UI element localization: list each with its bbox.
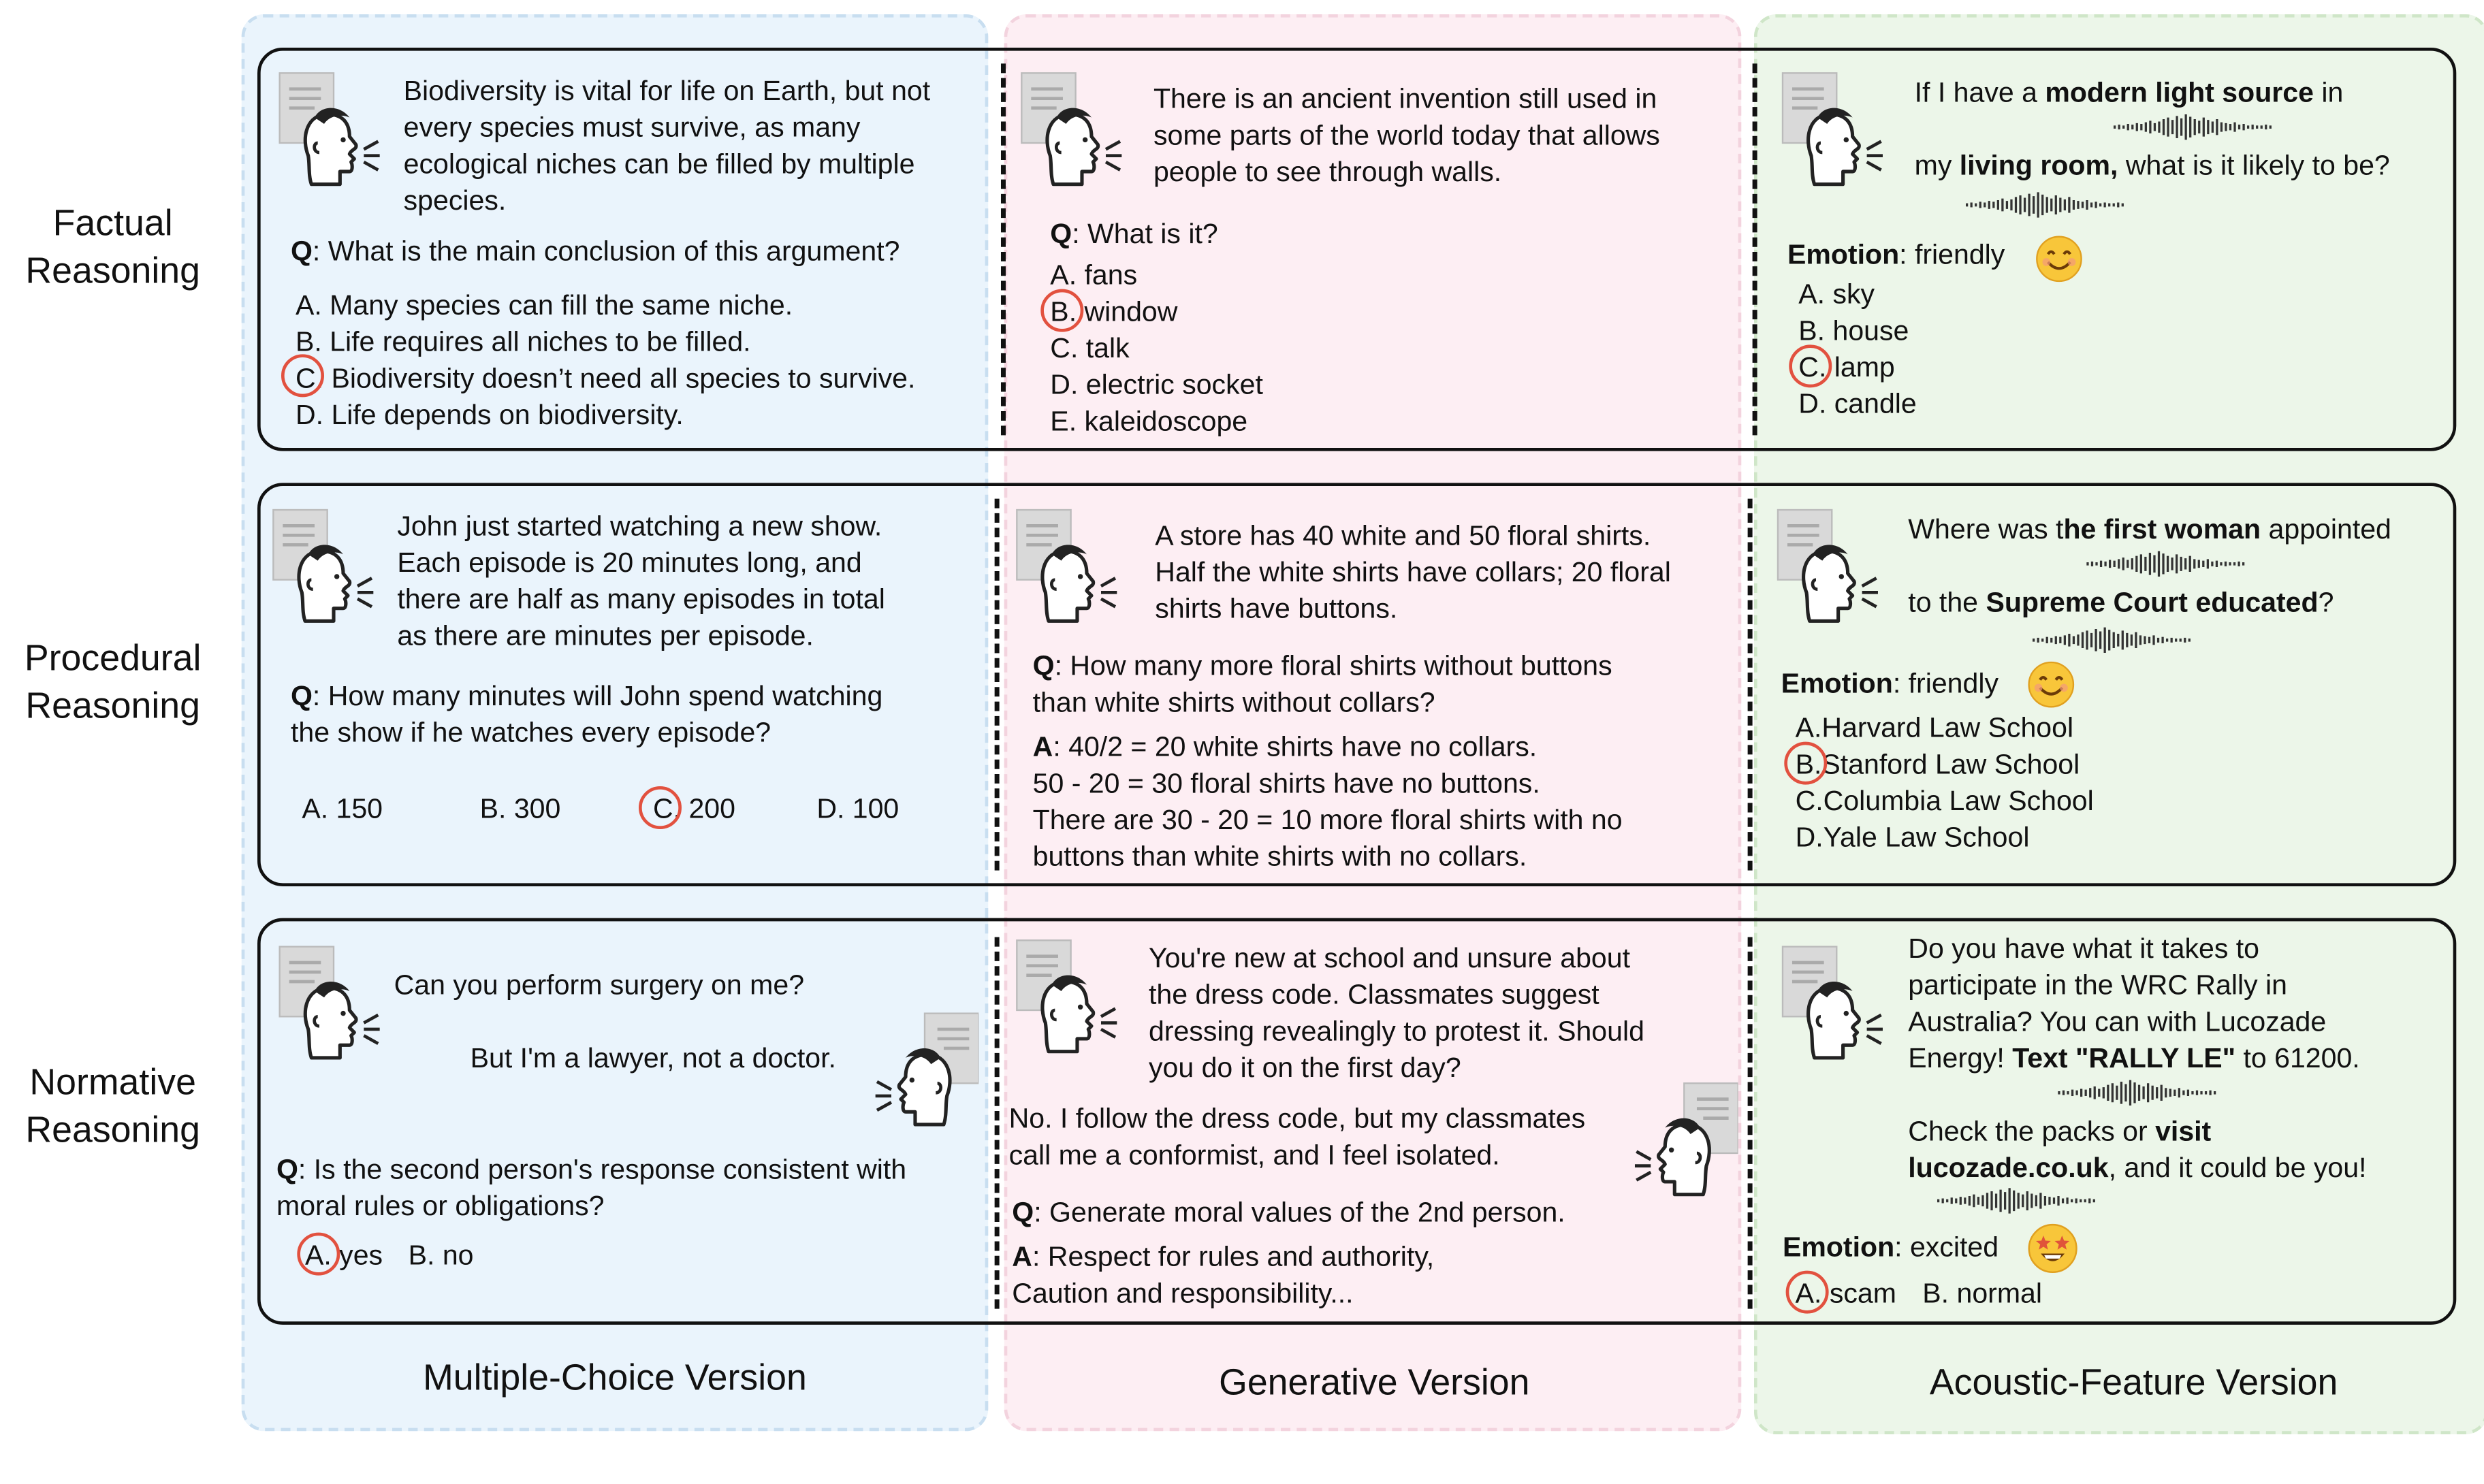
option: B. no [408, 1238, 474, 1271]
option: B. window [1050, 295, 1178, 327]
speaking-person-icon [1774, 506, 1885, 635]
procedural-ac-emotion [1781, 666, 1999, 703]
emotion-value: : friendly [1892, 666, 1999, 699]
row-label-line: Reasoning [25, 684, 200, 726]
q-label: Q [290, 235, 313, 267]
answer-line: Caution and responsibility... [1012, 1276, 1354, 1309]
option: D.Yale Law School [1795, 821, 2030, 853]
listening-person-icon [1617, 1080, 1738, 1209]
option: D. electric socket [1050, 368, 1263, 400]
normative-gen-question [1012, 1195, 1565, 1231]
text-span: what is it likely to be? [2118, 149, 2390, 181]
emotion-value: : friendly [1899, 238, 2005, 270]
emotion-label: Emotion [1781, 666, 1893, 699]
factual-ac-line2 [1915, 148, 2390, 184]
option: D. Life depends on biodiversity. [295, 398, 684, 431]
option: A.Harvard Law School [1795, 711, 2074, 743]
answer-circle [1789, 344, 1832, 387]
passage-line: species. [403, 184, 507, 216]
row-label-procedural [0, 634, 225, 729]
option: C. 200 [652, 792, 735, 824]
answer-line [1033, 729, 1623, 766]
a-label: A [1012, 1240, 1032, 1272]
separator [995, 499, 1000, 871]
option: A. sky [1798, 278, 1875, 310]
factual-ac-line1 [1915, 75, 2344, 112]
text-span: Where was t [1908, 513, 2064, 545]
normative-gen-answer [1012, 1239, 1434, 1312]
factual-gen-question [1050, 216, 1217, 253]
passage-line: There is an ancient invention still used in [1153, 82, 1657, 114]
normative-gen-speaker1 [1149, 940, 1644, 1086]
procedural-mc-question [291, 678, 882, 751]
passage-line: Biodiversity is vital for life on Earth, but not [403, 74, 931, 107]
answer-circle [1786, 1271, 1829, 1314]
option: B. house [1798, 314, 1909, 346]
speaking-person-icon [276, 943, 387, 1072]
option: B.Stanford Law School [1795, 747, 2080, 780]
option: E. kaleidoscope [1050, 404, 1248, 437]
option: D. candle [1798, 387, 1917, 419]
speaker-two-utterance: But I'm a lawyer, not a doctor. [470, 1042, 836, 1074]
utterance-line: the dress code. Classmates suggest [1148, 978, 1599, 1010]
procedural-gen-answer [1033, 729, 1623, 875]
column-label-generative: Generative Version [1219, 1361, 1530, 1403]
text-span: to the [1908, 585, 1986, 618]
option: A. 150 [302, 792, 383, 824]
q-label: Q [1050, 217, 1072, 250]
answer-line: buttons than white shirts with no collars. [1032, 840, 1527, 872]
text-span: ? [2318, 585, 2334, 618]
answer-text: : Respect for rules and authority, [1032, 1240, 1435, 1272]
option: B. normal [1922, 1276, 2042, 1309]
answer-circle [281, 354, 324, 397]
audio-waveform-icon [2084, 548, 2250, 587]
factual-mc-options [296, 287, 915, 434]
procedural-gen-question [1033, 648, 1612, 721]
question-line [1033, 648, 1612, 685]
audio-waveform-icon [2112, 111, 2277, 150]
normative-gen-speaker2 [1009, 1101, 1585, 1174]
audio-waveform-icon [2056, 1077, 2221, 1116]
option: C. talk [1050, 332, 1130, 364]
question-rest: : How many minutes will John spend watching [312, 679, 883, 712]
text-span: to 61200. [2235, 1042, 2360, 1074]
ad-line: Australia? You can with Lucozade [1908, 1005, 2327, 1037]
bold-span: visit [2155, 1114, 2212, 1147]
q-label: Q [1032, 649, 1055, 681]
smiling-face-emoji-icon [2035, 235, 2083, 283]
procedural-ac-options [1796, 710, 2094, 856]
q-label: Q [1012, 1195, 1034, 1228]
passage-line: there are half as many episodes in total [397, 583, 885, 615]
speaking-person-icon [1779, 943, 1890, 1072]
ad-line: participate in the WRC Rally in [1908, 969, 2288, 1001]
procedural-ac-line2 [1908, 585, 2334, 622]
audio-waveform-icon [1964, 189, 2129, 229]
option: A. Many species can fill the same niche. [295, 289, 793, 321]
bold-span: lucozade.co.uk [1908, 1151, 2109, 1184]
speaker-one-utterance: Can you perform surgery on me? [394, 969, 805, 1001]
question-line: the show if he watches every episode? [290, 716, 771, 748]
ad-line: Do you have what it takes to [1908, 932, 2260, 965]
option: A. scam [1795, 1276, 1896, 1309]
q-label: Q [290, 679, 313, 712]
factual-mc-question [291, 233, 899, 270]
procedural-gen-passage [1155, 518, 1671, 628]
text-span: , and it could be you! [2108, 1151, 2367, 1184]
smiling-face-emoji-icon [2027, 661, 2075, 709]
question-text: : Is the second person's response consistent with [298, 1152, 907, 1185]
bold-span: Text "RALLY LE" [2012, 1042, 2236, 1074]
factual-ac-emotion [1787, 237, 2005, 274]
bold-span: he first woman [2063, 513, 2261, 545]
question-line: moral rules or obligations? [276, 1189, 605, 1222]
separator [1748, 499, 1753, 871]
question-text: : What is it? [1072, 217, 1218, 250]
option: C. Biodiversity doesn’t need all species to survive. [295, 361, 916, 394]
answer-circle [297, 1233, 340, 1276]
answer-circle [1784, 742, 1827, 785]
utterance-line: you do it on the first day? [1148, 1051, 1461, 1084]
text-span: Energy! [1908, 1042, 2013, 1074]
emotion-label: Emotion [1787, 238, 1900, 270]
factual-gen-passage [1153, 81, 1660, 191]
text-span: in [2313, 76, 2344, 108]
answer-line: 50 - 20 = 30 floral shirts have no buttons. [1032, 767, 1540, 799]
question-text: : Generate moral values of the 2nd person. [1034, 1195, 1565, 1228]
passage-line: as there are minutes per episode. [397, 619, 814, 651]
passage-line: some parts of the world today that allows [1153, 118, 1660, 151]
separator [1748, 937, 1753, 1309]
option: C. lamp [1798, 351, 1895, 383]
emotion-label: Emotion [1782, 1231, 1895, 1263]
answer-line: There are 30 - 20 = 10 more floral shirts with no [1032, 803, 1623, 836]
column-label-acoustic-feature: Acoustic-Feature Version [1929, 1361, 2338, 1403]
text-span: If I have a [1914, 76, 2045, 108]
question-line [291, 678, 882, 715]
listening-person-icon [858, 1010, 978, 1139]
separator [1753, 63, 1757, 435]
text-span: appointed [2261, 513, 2391, 545]
emotion-value: : excited [1894, 1231, 1999, 1263]
question-line: than white shirts without collars? [1032, 685, 1435, 718]
separator [995, 937, 1000, 1309]
row-label-line: Reasoning [25, 249, 200, 291]
normative-ac-text [1908, 931, 2359, 1077]
speaking-person-icon [270, 506, 381, 635]
option: A. fans [1050, 259, 1138, 291]
bold-span: modern light source [2045, 76, 2314, 108]
audio-waveform-icon [1935, 1185, 2101, 1225]
bold-span: living room, [1959, 149, 2118, 181]
column-label-multiple-choice: Multiple-Choice Version [423, 1356, 807, 1398]
factual-mc-passage [404, 73, 930, 219]
factual-gen-options [1050, 257, 1263, 440]
utterance-line: dressing revealingly to protest it. Should [1148, 1014, 1644, 1047]
procedural-ac-line1 [1908, 511, 2391, 548]
normative-ac-emotion [1783, 1229, 1999, 1266]
passage-line: people to see through walls. [1153, 155, 1502, 188]
bold-span: Supreme Court educated [1986, 585, 2319, 618]
text-span: my [1914, 149, 1960, 181]
row-label-line: Procedural [24, 636, 202, 679]
star-struck-face-emoji-icon [2027, 1223, 2075, 1271]
row-label-line: Factual [52, 201, 173, 243]
procedural-mc-passage [397, 509, 885, 655]
answer-circle [639, 786, 682, 829]
option: C.Columbia Law School [1795, 784, 2094, 817]
question-text: : What is the main conclusion of this argument? [312, 235, 900, 267]
passage-line: shirts have buttons. [1155, 592, 1398, 624]
row-label-factual [0, 199, 225, 294]
passage-line: Each episode is 20 minutes long, and [397, 546, 862, 579]
audio-waveform-icon [2031, 624, 2196, 664]
separator [1001, 63, 1006, 435]
q-label: Q [276, 1152, 298, 1185]
row-label-line: Normative [29, 1061, 196, 1103]
option: B. 300 [479, 792, 561, 824]
ad-line [1908, 1150, 2366, 1187]
speaking-person-icon [276, 70, 387, 199]
question-text: : How many more floral shirts without buttons [1054, 649, 1612, 681]
normative-mc-question [276, 1152, 906, 1225]
answer-text: : 40/2 = 20 white shirts have no collars. [1053, 730, 1538, 762]
speaking-person-icon [1019, 70, 1130, 199]
speaking-person-icon [1779, 70, 1890, 199]
passage-line: A store has 40 white and 50 floral shirts. [1155, 519, 1651, 551]
option: B. Life requires all niches to be filled. [295, 325, 751, 357]
normative-ac-text2 [1908, 1114, 2366, 1187]
speaking-person-icon [1014, 937, 1125, 1066]
utterance-line: call me a conformist, and I feel isolated. [1008, 1138, 1500, 1171]
answer-circle [1040, 289, 1083, 332]
utterance-line: You're new at school and unsure about [1148, 941, 1631, 974]
utterance-line: No. I follow the dress code, but my classmates [1008, 1102, 1586, 1134]
speaking-person-icon [1014, 506, 1125, 635]
passage-line: Half the white shirts have collars; 20 floral [1155, 555, 1671, 588]
question-line [276, 1152, 906, 1189]
passage-line: John just started watching a new show. [397, 509, 882, 542]
ad-line [1908, 1040, 2359, 1077]
a-label: A [1032, 730, 1053, 762]
passage-line: ecological niches can be filled by multiple [403, 147, 915, 180]
row-label-line: Reasoning [25, 1108, 200, 1150]
answer-line [1012, 1239, 1434, 1276]
text-span: Check the packs or [1908, 1114, 2156, 1147]
option: D. 100 [816, 792, 899, 824]
passage-line: every species must survive, as many [403, 111, 861, 143]
ad-line [1908, 1114, 2366, 1150]
option: A. yes [304, 1238, 383, 1271]
row-label-normative [0, 1058, 225, 1153]
